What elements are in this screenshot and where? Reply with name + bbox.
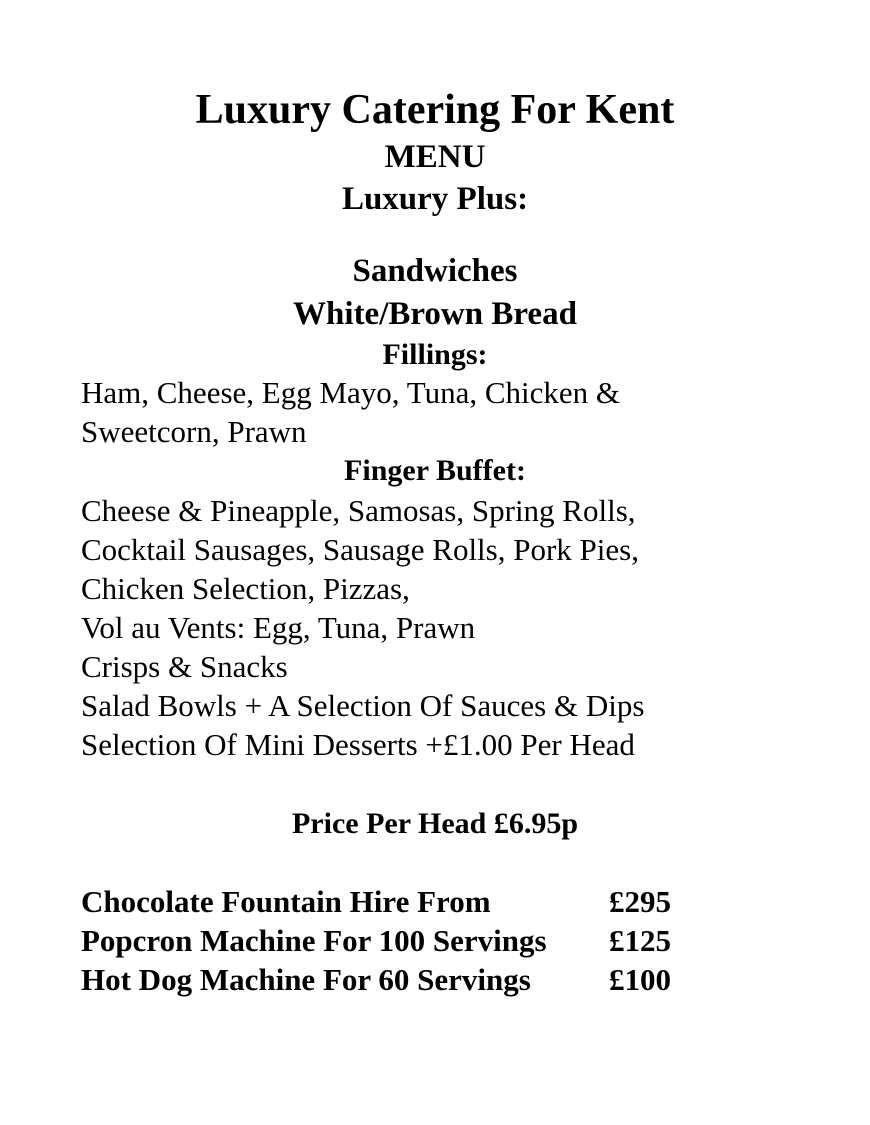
- sandwiches-heading: Sandwiches: [352, 253, 518, 289]
- fillings-line: Ham, Cheese, Egg Mayo, Tuna, Chicken &: [81, 375, 621, 410]
- buffet-line: Cheese & Pineapple, Samosas, Spring Rolls,: [81, 493, 636, 528]
- buffet-line: Salad Bowls + A Selection Of Sauces & Dips: [81, 688, 645, 723]
- buffet-line: Vol au Vents: Egg, Tuna, Prawn: [81, 610, 476, 645]
- buffet-line: Chicken Selection, Pizzas,: [81, 571, 410, 606]
- page-title: Luxury Catering For Kent: [195, 87, 675, 133]
- buffet-line: Cocktail Sausages, Sausage Rolls, Pork Pies,: [81, 532, 639, 567]
- fillings-line: Sweetcorn, Prawn: [81, 414, 307, 449]
- price-per-head: Price Per Head £6.95p: [291, 807, 579, 840]
- menu-heading: MENU: [384, 139, 486, 175]
- bread-heading: White/Brown Bread: [293, 296, 577, 332]
- extra-item-price: £100: [609, 962, 671, 997]
- finger-buffet-heading: Finger Buffet:: [344, 454, 526, 487]
- extra-item-price: £125: [609, 923, 671, 958]
- extra-item-name: Popcron Machine For 100 Servings: [81, 923, 547, 958]
- extra-item-name: Hot Dog Machine For 60 Servings: [81, 962, 531, 997]
- buffet-line: Crisps & Snacks: [81, 649, 288, 684]
- fillings-heading: Fillings:: [382, 338, 488, 371]
- extra-item-name: Chocolate Fountain Hire From: [81, 884, 491, 919]
- package-name: Luxury Plus:: [341, 181, 529, 217]
- extra-item-price: £295: [609, 884, 671, 919]
- buffet-line: Selection Of Mini Desserts +£1.00 Per Head: [81, 727, 635, 762]
